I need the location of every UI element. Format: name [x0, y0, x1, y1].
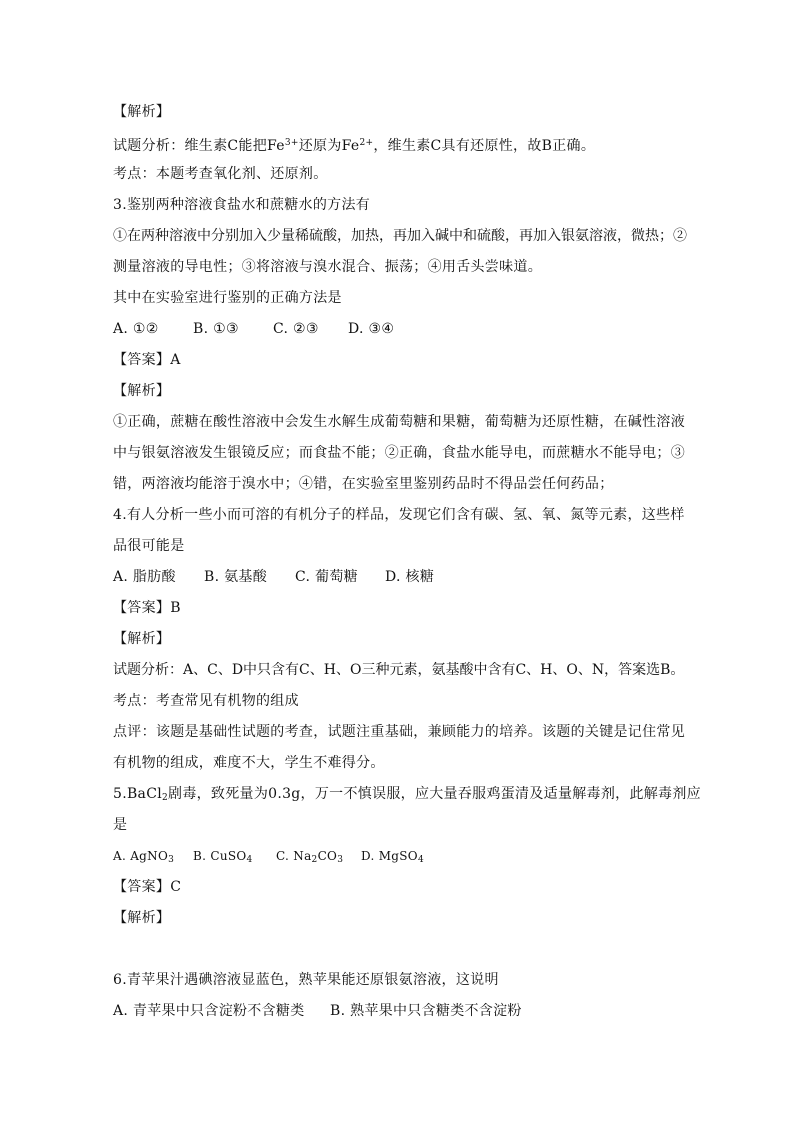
q4-option-c: C. 葡萄糖: [295, 569, 358, 585]
q4-options: [113, 567, 434, 587]
q4-answer: 【答案】B: [113, 600, 181, 616]
q3-explanation-line1: ①正确，蔗糖在酸性溶液中会发生水解生成葡萄糖和果糖，葡萄糖为还原性糖，在碱性溶液: [113, 414, 685, 430]
q3-stem: 3.鉴别两种溶液食盐水和蔗糖水的方法有: [113, 197, 371, 213]
q3-option-b: B. ①③: [193, 321, 239, 337]
q5-option-a: A. AgNO$_3$: [113, 849, 175, 865]
q3-explanation-line3: 错，两溶液均能溶于溴水中；④错，在实验室里鉴别药品时不得品尝任何药品；: [113, 476, 614, 492]
q5-stem-line2: 是: [113, 817, 128, 833]
q3-options: [113, 319, 394, 339]
q2-kaodian: 考点：本题考查氧化剂、还原剂。: [113, 166, 328, 182]
q3-explanation-line2: 中与银氨溶液发生银镜反应；而食盐不能；②正确，食盐水能导电，而蔗糖水不能导电；③: [113, 445, 685, 461]
q4-option-a: A. 脂肪酸: [113, 569, 176, 585]
q4-option-b: B. 氨基酸: [204, 569, 267, 585]
q2-analysis-label: 【解析】: [113, 104, 171, 120]
q6-option-a: A. 青苹果中只含淀粉不含糖类: [113, 1003, 305, 1019]
q3-option-c: C. ②③: [273, 321, 319, 337]
q4-analysis-text: 试题分析：A、C、D中只含有C、H、O三种元素，氨基酸中含有C、H、O、N，答案选B。: [113, 662, 685, 678]
q5-option-b: B. CuSO$_4$: [193, 849, 253, 865]
q5-answer: 【答案】C: [113, 879, 182, 895]
q6-option-b: B. 熟苹果中只含糖类不含淀粉: [330, 1003, 522, 1019]
q3-answer: 【答案】A: [113, 352, 181, 368]
q4-option-d: D. 核糖: [385, 569, 435, 585]
q2-analysis-text: 试题分析：维生素C能把$Fe^{3+}$还原为$Fe^{2+}$，维生素C具有还原性，故B正确。: [113, 138, 596, 154]
q4-analysis-label: 【解析】: [113, 631, 171, 647]
q4-kaodian: 考点：考查常见有机物的组成: [113, 693, 299, 709]
q3-stem-line3: 其中在实验室进行鉴别的正确方法是: [113, 290, 342, 306]
q4-stem-line1: 4.有人分析一些小而可溶的有机分子的样品，发现它们含有碳、氢、氧、氮等元素，这些样: [113, 507, 685, 523]
q4-dianping-line2: 有机物的组成，难度不大，学生不难得分。: [113, 755, 385, 771]
q5-option-d: D. MgSO$_4$: [361, 849, 424, 865]
q5-analysis-label: 【解析】: [113, 910, 171, 926]
q3-stem-line2: 测量溶液的导电性；③将溶液与溴水混合、振荡；④用舌头尝味道。: [113, 259, 542, 275]
q6-stem: 6.青苹果汁遇碘溶液显蓝色，熟苹果能还原银氨溶液，这说明: [113, 972, 499, 988]
q3-option-d: D. ③④: [348, 321, 395, 337]
q4-stem-line2: 品很可能是: [113, 538, 185, 554]
q4-dianping-line1: 点评：该题是基础性试题的考查，试题注重基础，兼顾能力的培养。该题的关键是记住常见: [113, 724, 685, 740]
q6-options: [113, 1001, 522, 1021]
q3-analysis-label: 【解析】: [113, 383, 171, 399]
q3-option-a: A. ①②: [113, 321, 159, 337]
q5-option-c: C. $Na_2CO_3$: [276, 849, 344, 865]
q5-stem-line1: 5.BaCl$_2$剧毒，致死量为0.3g，万一不慎误服，应大量吞服鸡蛋清及适量解毒剂，此解毒剂应: [113, 786, 701, 803]
q5-options: [113, 846, 424, 870]
q3-stem-line1: ①在两种溶液中分别加入少量稀硫酸，加热，再加入碱中和硫酸，再加入银氨溶液，微热；②: [113, 228, 687, 244]
